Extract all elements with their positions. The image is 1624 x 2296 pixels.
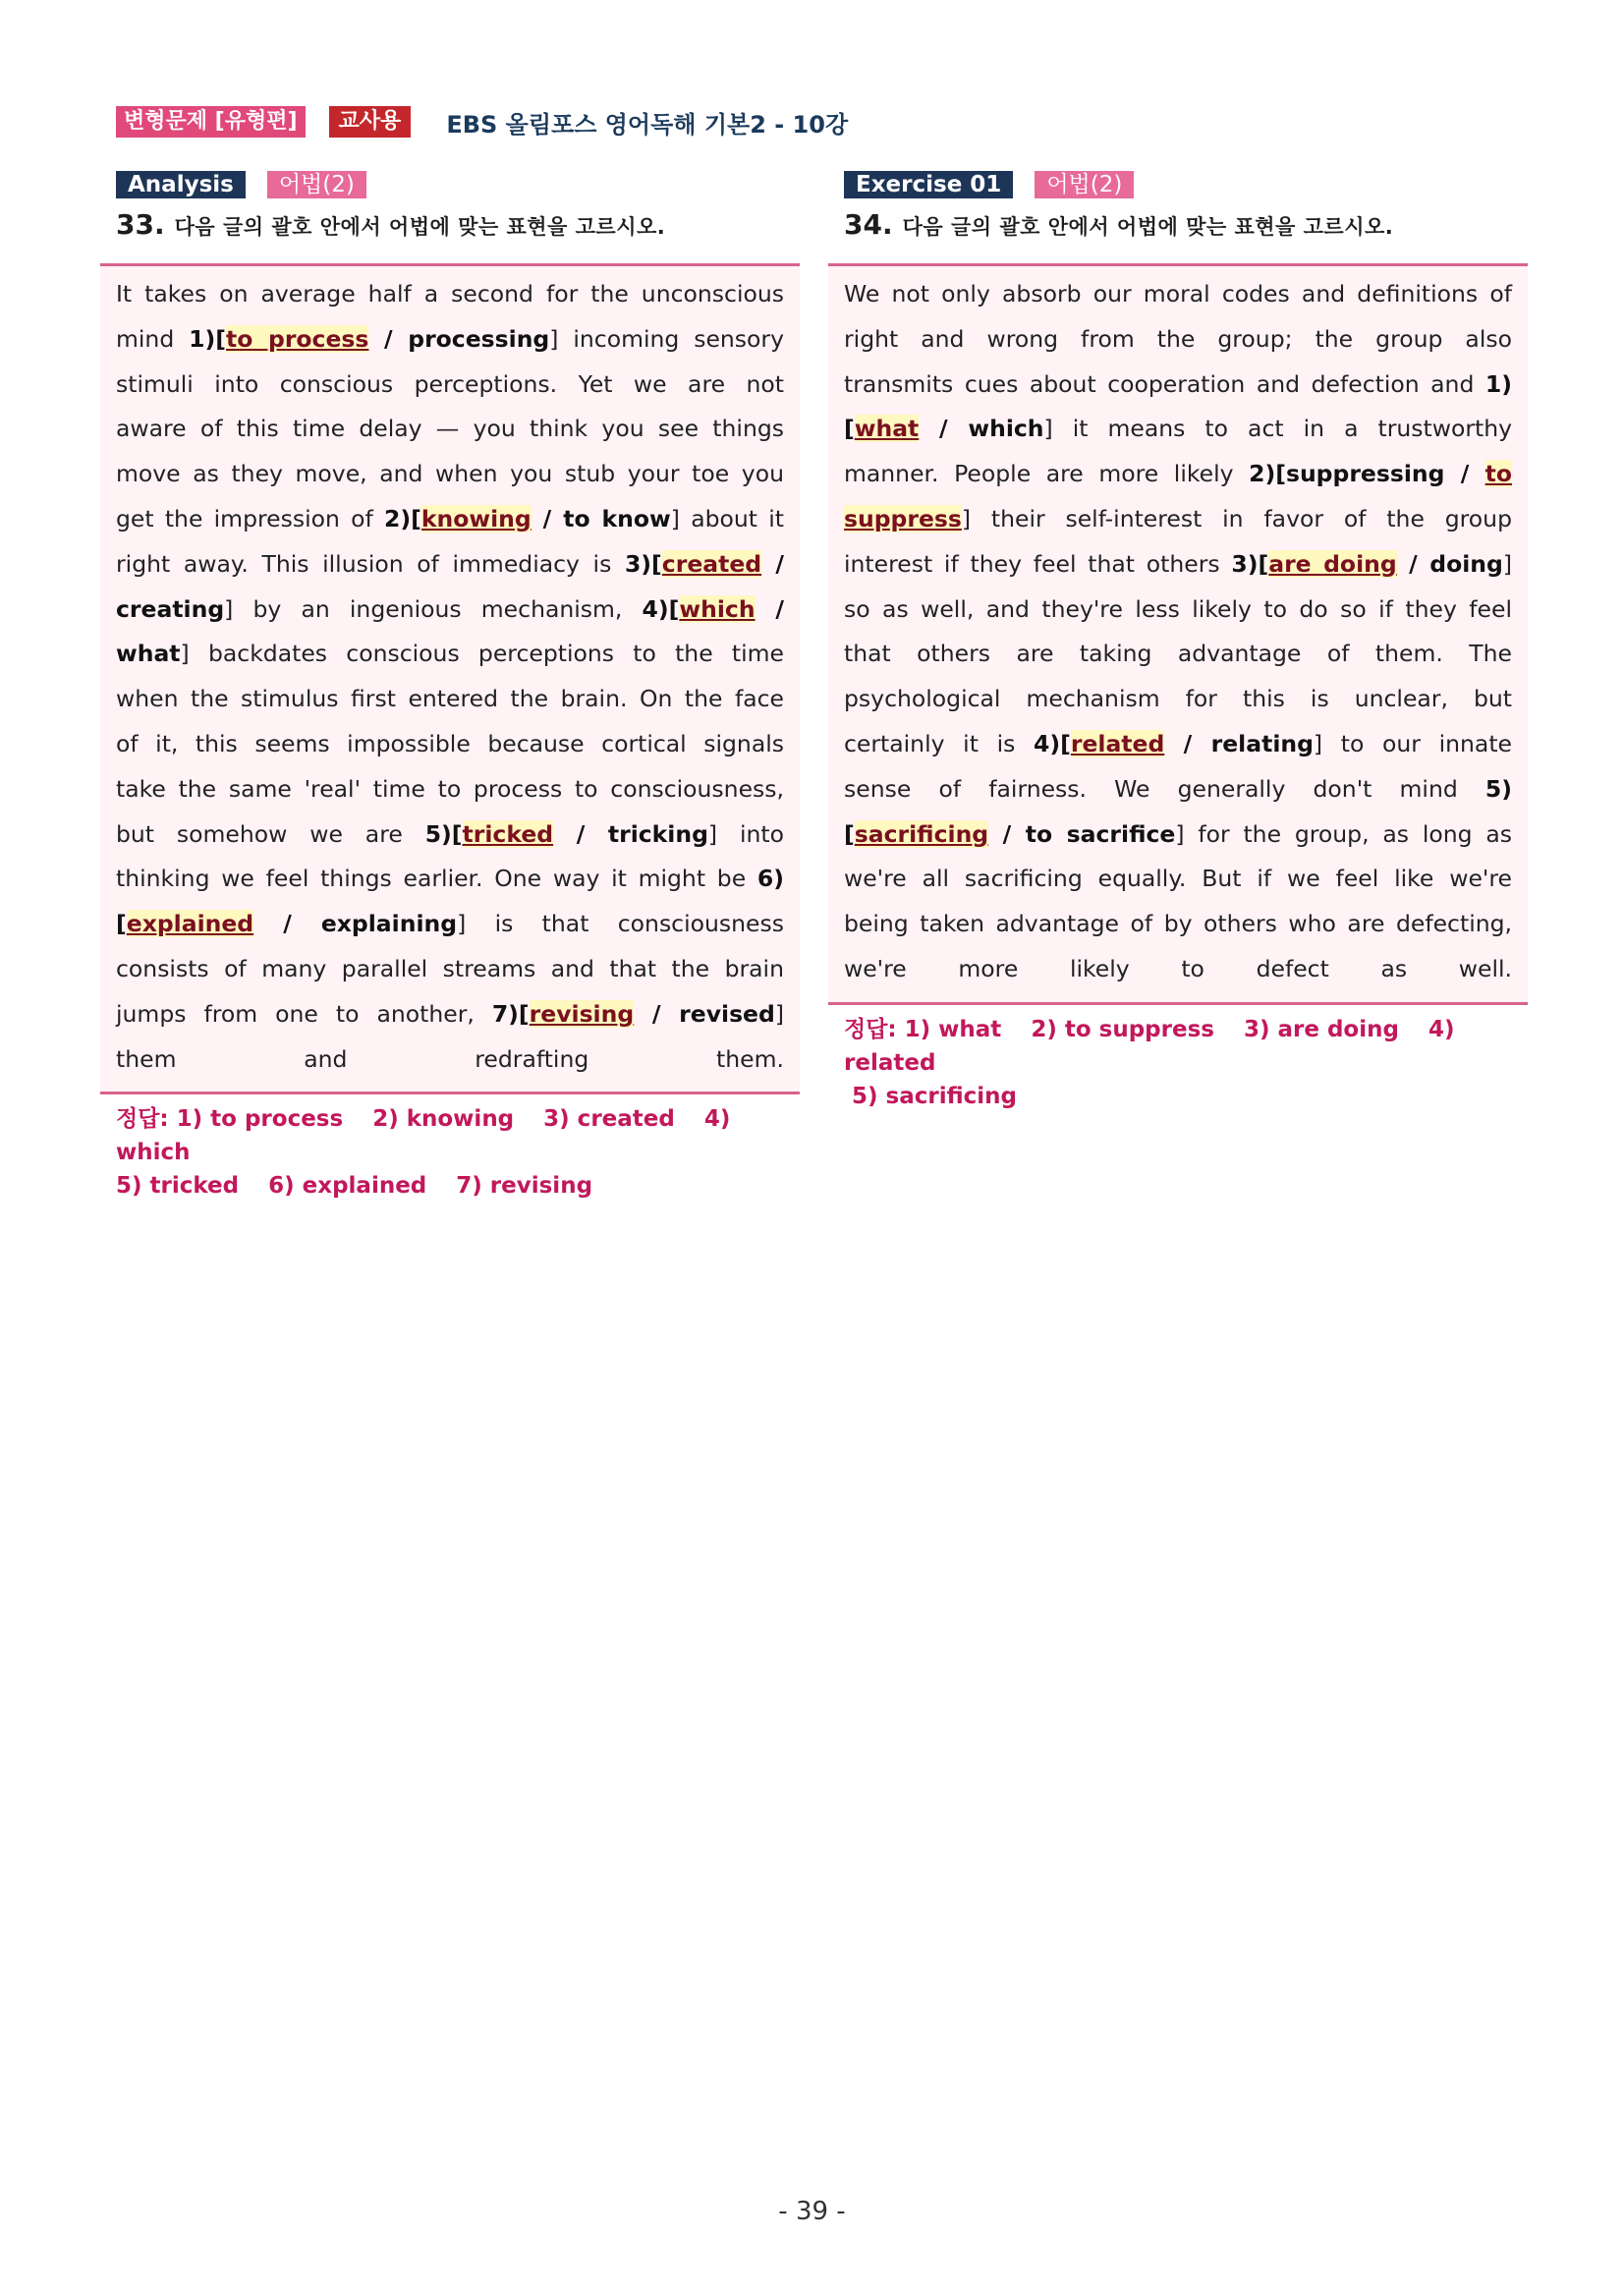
category-tag: 어법(2)	[267, 171, 366, 198]
passage-segment: backdates conscious perceptions to the time when the stimulus first entered the brain. On the face of it, this seems impossible because cortical signals take the same 'real' time to process to consciousness, but somehow we are	[116, 640, 784, 848]
choice-separator: /	[634, 999, 680, 1028]
wrong-choice: processing	[408, 324, 550, 353]
bracket-close: ]	[707, 819, 718, 848]
blank-number: 2)[	[384, 504, 421, 532]
correct-choice: explained	[126, 910, 254, 938]
bracket-close: ]	[549, 324, 559, 353]
page-header	[116, 104, 848, 140]
answer-item: 4) which	[116, 1106, 731, 1166]
passage-segment: into thinking we feel things earlier. One way it might be	[116, 819, 784, 893]
question-number: 33.	[116, 208, 165, 241]
choice-separator: /	[919, 415, 969, 443]
blank-number: 3)[	[1231, 549, 1269, 578]
passage-box	[100, 263, 800, 1094]
bracket-close: ]	[180, 640, 190, 668]
wrong-choice: creating	[116, 594, 225, 623]
choice-separator: /	[988, 819, 1026, 848]
choice-separator: /	[1164, 729, 1211, 757]
answer-item: 3) are doing	[1243, 1016, 1399, 1042]
variant-tag: 변형문제 [유형편]	[116, 106, 306, 138]
correct-choice: knowing	[420, 504, 532, 532]
correct-choice: revising	[529, 999, 635, 1028]
blank-number: 1)[	[844, 369, 1512, 443]
wrong-choice: relating	[1210, 729, 1314, 757]
question-instruction: 다음 글의 괄호 안에서 어법에 맞는 표현을 고르시오.	[174, 215, 666, 239]
choice-separator: /	[253, 910, 321, 938]
passage-text	[116, 272, 784, 1082]
question-title	[828, 208, 1528, 244]
blank-number: 5)[	[424, 819, 463, 848]
answer-key	[100, 1102, 800, 1203]
wrong-choice: explaining	[320, 910, 458, 938]
question-instruction: 다음 글의 괄호 안에서 어법에 맞는 표현을 고르시오.	[902, 215, 1394, 239]
section-label: Analysis	[116, 171, 246, 198]
choice-separator: /	[755, 594, 784, 623]
blank-number: 3)[	[624, 549, 662, 578]
section-label-row	[100, 171, 800, 198]
choice-separator: /	[1396, 549, 1430, 578]
wrong-choice: suppressing	[1285, 460, 1445, 488]
bracket-close: ]	[961, 504, 972, 532]
wrong-choice: doing	[1429, 549, 1503, 578]
passage-segment: by an ingenious mechanism,	[233, 594, 643, 623]
correct-choice: sacrificing	[854, 819, 989, 848]
passage-segment: is that consciousness consists of many parallel streams and that the brain jumps from one to another,	[116, 910, 784, 1028]
passage-segment: to our innate sense of fairness. We generally don't mind	[844, 729, 1512, 803]
correct-choice: which	[679, 594, 756, 623]
category-tag: 어법(2)	[1035, 171, 1134, 198]
header-title: EBS 올림포스 영어독해 기본2 - 10강	[446, 110, 849, 139]
blank-number: 7)[	[491, 999, 530, 1028]
passage-segment: them and redrafting them.	[116, 1044, 784, 1073]
answer-item: 3) created	[543, 1106, 675, 1133]
choice-separator: /	[553, 819, 608, 848]
wrong-choice: to sacrifice	[1025, 819, 1176, 848]
blank-number: 4)[	[642, 594, 680, 623]
exercise-column	[828, 171, 1528, 1113]
teacher-tag: 교사용	[329, 106, 412, 138]
passage-segment: We not only absorb our moral codes and definitions of right and wrong from the group; the group also transmits cues about cooperation and defection and	[844, 280, 1512, 398]
bracket-close: ]	[224, 594, 234, 623]
section-label-row	[828, 171, 1528, 198]
bracket-close: ]	[774, 999, 784, 1028]
passage-segment: incoming sensory stimuli into conscious perceptions. Yet we are not aware of this time delay — you think you see things move as they move, and when you stub your toe you get the impression of	[116, 324, 785, 532]
choice-separator: /	[531, 504, 564, 532]
bracket-close: ]	[1313, 729, 1323, 757]
choice-separator: /	[761, 549, 785, 578]
passage-text	[844, 272, 1512, 992]
wrong-choice: which	[968, 415, 1044, 443]
bracket-close: ]	[1175, 819, 1185, 848]
choice-separator: /	[368, 324, 409, 353]
correct-choice: to process	[226, 324, 369, 353]
answer-item: 6) explained	[268, 1173, 427, 1200]
correct-choice: what	[854, 415, 920, 443]
answer-item: 정답: 1) what	[844, 1016, 1002, 1042]
bracket-close: ]	[1502, 549, 1512, 578]
wrong-choice: revised	[679, 999, 775, 1028]
blank-number: 2)[	[1249, 460, 1286, 488]
passage-segment: their self-interest in favor of the group interest if they feel that others	[844, 504, 1512, 578]
correct-choice: to suppress	[844, 460, 1512, 532]
blank-number: 1)[	[189, 324, 226, 353]
wrong-choice: what	[116, 640, 181, 668]
section-label: Exercise 01	[844, 171, 1013, 198]
answer-item: 정답: 1) to process	[116, 1106, 344, 1133]
answer-item: 5) tricked	[116, 1173, 240, 1200]
analysis-column	[100, 171, 800, 1203]
correct-choice: tricked	[462, 819, 554, 848]
passage-segment: It takes on average half a second for the unconscious mind	[116, 280, 784, 353]
bracket-close: ]	[457, 910, 467, 938]
blank-number: 5)[	[844, 774, 1512, 848]
question-title	[100, 208, 800, 244]
answer-item: 5) sacrificing	[852, 1083, 1018, 1109]
passage-segment: it means to act in a trustworthy manner. People are more likely	[844, 415, 1513, 488]
page-number: - 39 -	[778, 2197, 846, 2226]
correct-choice: related	[1070, 729, 1165, 757]
bracket-close: ]	[1043, 415, 1053, 443]
correct-choice: created	[661, 549, 762, 578]
choice-separator: /	[1444, 460, 1485, 488]
answer-item: 7) revising	[456, 1173, 593, 1200]
wrong-choice: to know	[563, 504, 671, 532]
answer-key	[828, 1013, 1528, 1113]
blank-number: 6)[	[116, 865, 784, 938]
passage-box	[828, 263, 1528, 1005]
blank-number: 4)[	[1034, 729, 1071, 757]
passage-segment: for the group, as long as we're all sacrificing equally. But if we feel like we're being taken advantage of by others who are defecting, we're more likely to defect as well.	[844, 819, 1512, 982]
wrong-choice: tricking	[607, 819, 708, 848]
answer-item: 4) related	[844, 1016, 1455, 1076]
answer-item: 2) to suppress	[1031, 1016, 1214, 1042]
question-number: 34.	[844, 208, 893, 241]
answer-item: 2) knowing	[372, 1106, 515, 1133]
correct-choice: are doing	[1268, 549, 1397, 578]
passage-segment: about it right away. This illusion of immediacy is	[116, 504, 784, 578]
bracket-close: ]	[670, 504, 680, 532]
passage-segment: so as well, and they're less likely to do so if they feel that others are taking advantage of them. The psychological mechanism for this is unclear, but certainly it is	[844, 594, 1512, 757]
